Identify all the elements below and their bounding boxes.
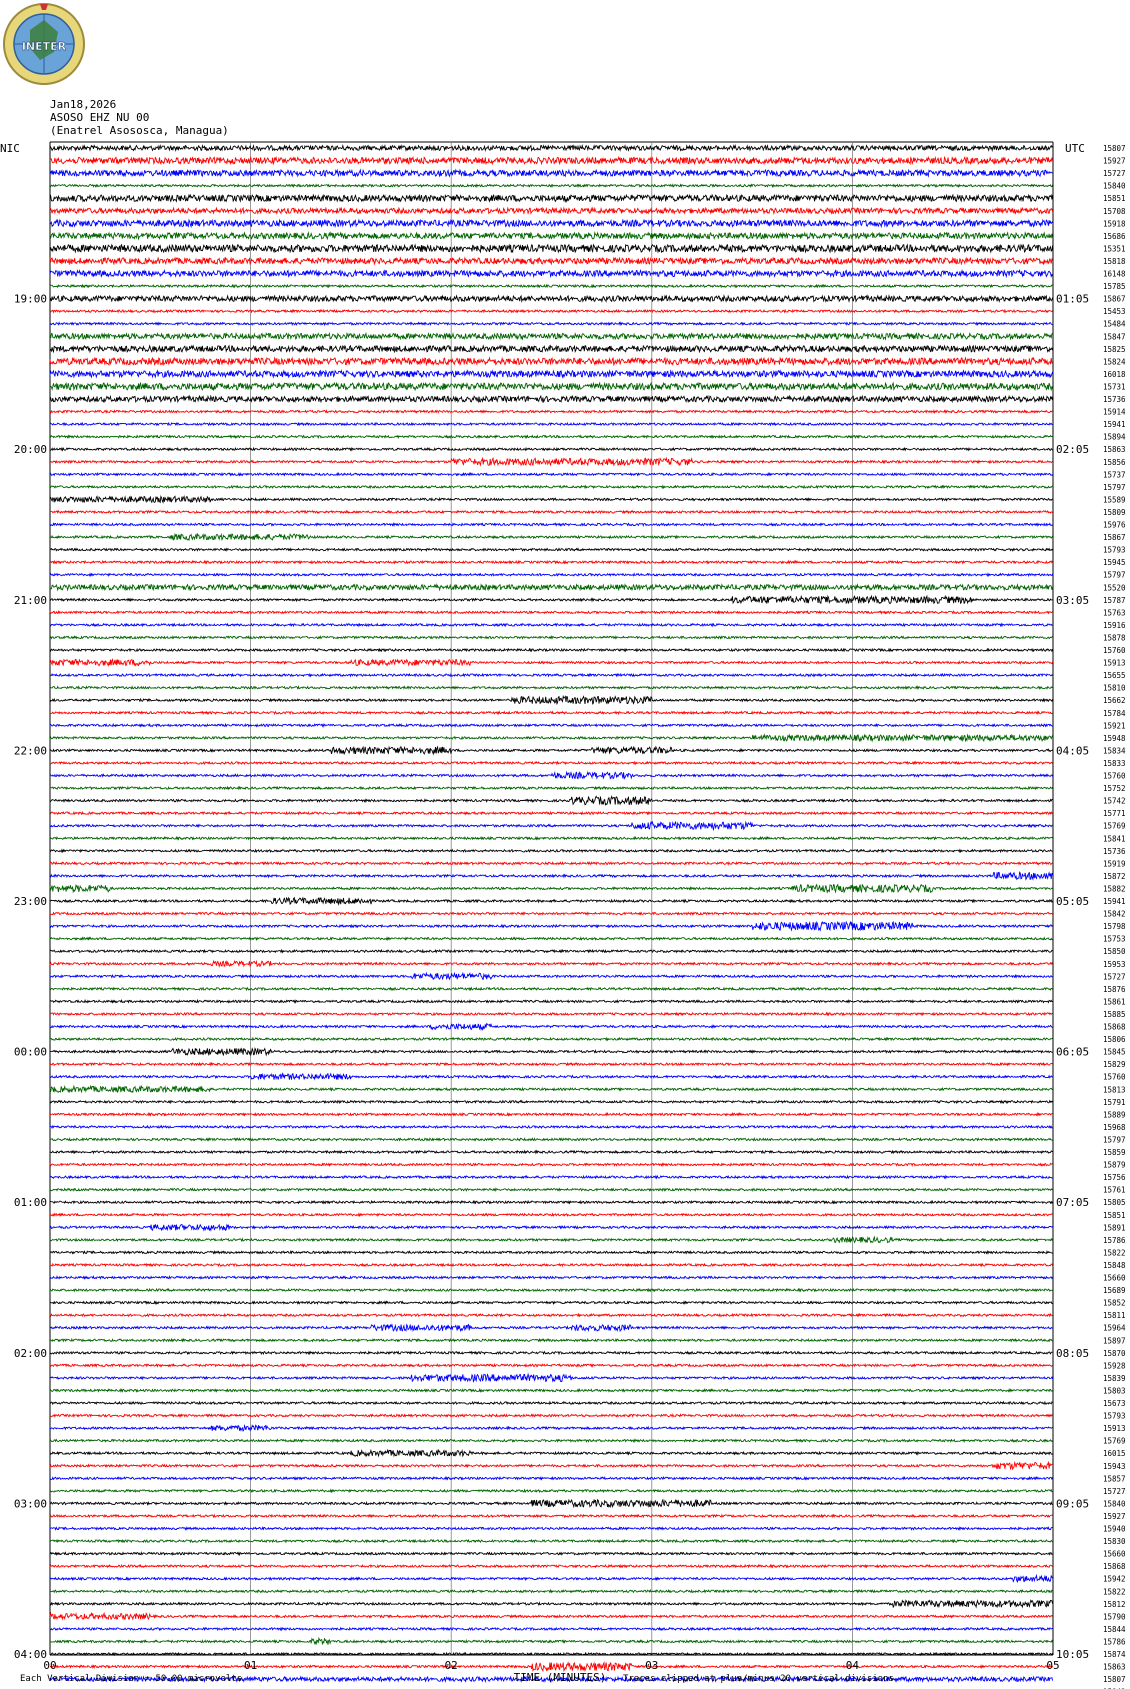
trace-count-label: 15785 — [1103, 282, 1126, 292]
trace-count-label: 15742 — [1103, 796, 1126, 806]
trace-count-label: 15662 — [1103, 696, 1126, 706]
trace-count-label: 15737 — [1103, 470, 1126, 480]
trace-row — [50, 850, 1053, 852]
trace-row — [50, 1527, 1053, 1529]
trace-row — [50, 1425, 1053, 1431]
trace-count-label: 15941 — [1103, 420, 1126, 430]
trace-row — [50, 735, 1053, 741]
trace-count-label: 15790 — [1103, 1612, 1126, 1622]
trace-row — [50, 1151, 1053, 1153]
trace-row — [50, 1600, 1053, 1607]
date-label: Jan18,2026 — [50, 98, 117, 111]
trace-count-label: 15840 — [1103, 1499, 1126, 1509]
trace-row — [50, 1462, 1053, 1469]
trace-count-label: 15760 — [1103, 646, 1126, 655]
trace-row — [50, 1126, 1053, 1128]
trace-row — [50, 1013, 1053, 1015]
x-tick-label: 02 — [444, 1659, 458, 1672]
trace-row — [50, 383, 1053, 390]
trace-count-label: 15845 — [1103, 1047, 1126, 1057]
trace-row — [50, 961, 1053, 966]
trace-count-label: 15830 — [1103, 1537, 1126, 1547]
trace-count-label: 15727 — [1103, 169, 1126, 179]
trace-count-label: 15927 — [1103, 1511, 1126, 1521]
right-hour-label: 06:05 — [1056, 1045, 1090, 1059]
trace-count-label: 15809 — [1103, 507, 1126, 517]
trace-count-label: 15824 — [1103, 357, 1126, 367]
trace-count-label: 15731 — [1103, 382, 1126, 392]
trace-row — [50, 146, 1053, 151]
trace-count-label: 15839 — [1103, 1373, 1126, 1383]
trace-row — [50, 1164, 1053, 1166]
trace-row — [50, 1189, 1053, 1191]
trace-count-label: 15848 — [1103, 1260, 1126, 1270]
trace-row — [50, 1201, 1053, 1203]
trace-count-label: 15660 — [1103, 1273, 1126, 1283]
trace-row — [50, 1576, 1053, 1582]
trace-row — [50, 885, 1053, 893]
trace-row — [50, 1590, 1053, 1592]
trace-count-label: 15928 — [1103, 1361, 1126, 1371]
trace-count-label: 15943 — [1103, 1461, 1126, 1471]
trace-count-label: 15976 — [1103, 520, 1126, 530]
right-hour-label: 09:05 — [1056, 1497, 1090, 1511]
trace-row — [50, 1638, 1053, 1644]
right-hour-label: 02:05 — [1056, 443, 1090, 457]
trace-count-label: 15857 — [1103, 1474, 1126, 1484]
trace-row — [50, 1251, 1053, 1253]
trace-row — [50, 1440, 1053, 1442]
trace-count-label: 15484 — [1103, 319, 1126, 329]
trace-count-label: 15861 — [1103, 997, 1126, 1007]
trace-row — [50, 1224, 1053, 1230]
trace-count-label: 15736 — [1103, 846, 1126, 856]
trace-row — [50, 423, 1053, 425]
trace-count-label: 15867 — [1103, 533, 1126, 543]
trace-count-label: 15919 — [1103, 859, 1126, 869]
trace-row — [50, 1237, 1053, 1243]
trace-row — [50, 346, 1053, 352]
trace-count-label: 16015 — [1103, 1449, 1126, 1459]
trace-count-label: 15805 — [1103, 1198, 1126, 1208]
trace-count-label: 15736 — [1103, 395, 1126, 404]
trace-count-label: 15913 — [1103, 1424, 1126, 1434]
trace-count-label: 15797 — [1103, 1135, 1126, 1145]
trace-row — [50, 271, 1053, 277]
trace-count-label: 15889 — [1103, 1110, 1126, 1120]
trace-count-label: 15948 — [1103, 733, 1126, 743]
trace-row — [50, 636, 1053, 638]
trace-row — [50, 837, 1053, 839]
trace-count-label: 15872 — [1103, 871, 1126, 881]
trace-row — [50, 561, 1053, 563]
trace-row — [50, 458, 1053, 465]
trace-count-label: 15851 — [1103, 194, 1126, 204]
trace-count-label: 15863 — [1103, 1662, 1126, 1672]
trace-row — [50, 812, 1053, 814]
trace-count-label: 15847 — [1103, 332, 1126, 342]
trace-count-label: 15797 — [1103, 570, 1126, 580]
logo-text: INETER — [21, 40, 67, 53]
trace-row — [50, 659, 1053, 665]
left-hour-label: 19:00 — [13, 292, 47, 306]
left-hour-label: 02:00 — [13, 1346, 47, 1360]
trace-count-label: 15882 — [1103, 884, 1126, 894]
trace-count-label: 15953 — [1103, 959, 1126, 969]
right-hour-label: 04:05 — [1056, 744, 1090, 758]
trace-count-label: 15897 — [1103, 1336, 1126, 1346]
trace-row — [50, 1389, 1053, 1391]
trace-row — [50, 649, 1053, 651]
trace-row — [50, 296, 1053, 302]
trace-count-label: 15686 — [1103, 231, 1126, 241]
trace-count-label: 15760 — [1103, 771, 1126, 781]
trace-count-label: 15941 — [1103, 897, 1126, 906]
trace-row — [50, 1113, 1053, 1115]
trace-count-label: 15811 — [1103, 1311, 1126, 1321]
trace-row — [50, 1264, 1053, 1266]
trace-count-label: 15589 — [1103, 495, 1126, 505]
trace-count-label: 15818 — [1103, 256, 1126, 266]
trace-count-label: 15945 — [1103, 558, 1126, 568]
trace-row — [50, 596, 1053, 603]
trace-row — [50, 1364, 1053, 1366]
trace-count-label: 15868 — [1103, 1562, 1126, 1572]
trace-count-label: 15856 — [1103, 457, 1126, 467]
trace-count-label: 15913 — [1103, 658, 1126, 668]
trace-row — [50, 950, 1053, 952]
trace-count-label: 15786 — [1103, 1235, 1126, 1245]
trace-row — [50, 1415, 1053, 1417]
trace-row — [50, 772, 1053, 778]
trace-count-label: 15760 — [1103, 1072, 1126, 1082]
trace-count-label: 15918 — [1103, 219, 1126, 229]
trace-row — [50, 1500, 1053, 1507]
trace-row — [50, 747, 1053, 754]
trace-row — [50, 1490, 1053, 1492]
trace-row — [50, 496, 1053, 502]
trace-row — [50, 1450, 1053, 1456]
trace-count-label: 15803 — [1103, 1386, 1126, 1396]
trace-count-label: 15870 — [1103, 1348, 1126, 1358]
trace-count-label: 15689 — [1103, 1286, 1126, 1296]
trace-count-label: 15942 — [1103, 1574, 1126, 1584]
seismic-traces — [50, 146, 1053, 1689]
trace-row — [50, 310, 1053, 312]
trace-row — [50, 1000, 1053, 1002]
trace-count-label: 15769 — [1103, 1436, 1126, 1446]
left-hour-label: 00:00 — [13, 1045, 47, 1059]
station-label: ASOSO EHZ NU 00 — [50, 111, 150, 124]
trace-count-label: 15927 — [1103, 156, 1126, 166]
trace-row — [50, 473, 1053, 475]
left-hour-label: 04:00 — [13, 1648, 47, 1661]
trace-count-label: 15844 — [1103, 1624, 1126, 1634]
trace-row — [50, 1214, 1053, 1216]
trace-count-label: 15786 — [1103, 1637, 1126, 1647]
trace-row — [50, 1515, 1053, 1517]
right-hour-label: 03:05 — [1056, 593, 1090, 607]
trace-row — [50, 1289, 1053, 1291]
trace-row — [50, 157, 1053, 163]
trace-row — [50, 195, 1053, 201]
trace-row — [50, 697, 1053, 705]
trace-row — [50, 220, 1053, 226]
trace-count-label: 15727 — [1103, 972, 1126, 982]
trace-row — [50, 1477, 1053, 1479]
trace-row — [50, 208, 1053, 213]
trace-row — [50, 1402, 1053, 1404]
trace-row — [50, 436, 1053, 438]
trace-count-label: 15916 — [1103, 620, 1126, 630]
trace-row — [50, 1024, 1053, 1030]
trace-row — [50, 938, 1053, 940]
x-tick-label: 03 — [645, 1659, 659, 1672]
trace-count-label: 15807 — [1103, 144, 1126, 153]
clip-note: Traces clipped at plus/minus 20 vertical divisions — [623, 1674, 894, 1684]
trace-row — [50, 585, 1053, 590]
trace-row — [50, 285, 1053, 287]
trace-row — [50, 371, 1053, 377]
trace-count-label: 15876 — [1103, 984, 1126, 994]
trace-count-label: 15787 — [1103, 595, 1126, 605]
trace-count-label: 15708 — [1103, 206, 1126, 216]
trace-row — [50, 549, 1053, 551]
trace-count-label: 15968 — [1103, 1122, 1126, 1132]
trace-row — [50, 611, 1053, 613]
trace-count-label: 15840 — [1103, 181, 1126, 191]
trace-count-label: 15921 — [1103, 721, 1126, 731]
trace-count-label: 15841 — [1103, 834, 1126, 844]
trace-row — [50, 724, 1053, 726]
trace-row — [50, 1352, 1053, 1354]
trace-count-label: 15673 — [1103, 1399, 1126, 1408]
trace-count-label: 15878 — [1103, 633, 1126, 643]
left-hour-label: 23:00 — [13, 895, 47, 908]
trace-row — [50, 988, 1053, 990]
trace-count-label: 15806 — [1103, 1035, 1126, 1045]
trace-row — [50, 334, 1053, 340]
trace-count-label: 15940 — [1103, 1524, 1126, 1534]
trace-row — [50, 872, 1053, 879]
trace-row — [50, 1086, 1053, 1092]
right-hour-label: 10:05 — [1056, 1648, 1090, 1661]
trace-row — [50, 396, 1053, 402]
left-hour-label: 21:00 — [13, 593, 47, 607]
trace-count-label: 15842 — [1103, 909, 1126, 919]
trace-row — [50, 1663, 1053, 1671]
trace-row — [50, 674, 1053, 676]
trace-count-label: 15797 — [1103, 482, 1126, 492]
trace-count-label: 15885 — [1103, 1009, 1126, 1019]
trace-count-label: 15867 — [1103, 294, 1126, 304]
trace-count-label: 15351 — [1103, 244, 1126, 254]
trace-count-label: 15812 — [1103, 1599, 1126, 1609]
trace-count-label: 15798 — [1103, 922, 1126, 932]
trace-row — [50, 1048, 1053, 1055]
trace-count-label: 15807 — [1103, 1675, 1126, 1685]
trace-count-label: 15834 — [1103, 746, 1126, 756]
trace-count-label: 15756 — [1103, 1173, 1126, 1183]
trace-row — [50, 1176, 1053, 1178]
trace-row — [50, 358, 1053, 365]
trace-row — [50, 233, 1053, 239]
trace-row — [50, 822, 1053, 830]
trace-count-label: 15655 — [1103, 671, 1126, 681]
trace-row — [50, 185, 1053, 187]
right-hour-label: 07:05 — [1056, 1196, 1090, 1210]
x-tick-label: 04 — [845, 1659, 860, 1672]
trace-count-label: 15453 — [1103, 307, 1126, 317]
trace-row — [50, 1314, 1053, 1316]
scale-note: Each Vertical Division = 50.00 microvolts — [20, 1674, 243, 1684]
trace-count-label: 15868 — [1103, 1022, 1126, 1032]
trace-row — [50, 1063, 1053, 1065]
x-tick-label: 01 — [243, 1659, 258, 1672]
trace-count-label: 15850 — [1103, 947, 1126, 957]
trace-row — [50, 898, 1053, 904]
trace-row — [50, 1101, 1053, 1103]
trace-row — [50, 574, 1053, 576]
trace-row — [50, 796, 1053, 804]
trace-row — [50, 1553, 1053, 1555]
trace-row — [50, 258, 1053, 264]
trace-row — [50, 486, 1053, 488]
trace-count-label: 16018 — [1103, 369, 1126, 379]
left-hour-label: 20:00 — [13, 443, 47, 457]
left-hour-label: 01:00 — [13, 1196, 47, 1210]
trace-count-label: 15813 — [1103, 1085, 1126, 1095]
trace-row — [50, 448, 1053, 450]
trace-count-label: 15793 — [1103, 1411, 1126, 1421]
trace-row — [50, 1138, 1053, 1140]
trace-count-label: 15964 — [1103, 1323, 1126, 1333]
trace-row — [50, 523, 1053, 525]
trace-count-label: 15859 — [1103, 1148, 1126, 1157]
trace-count-label: 15784 — [1103, 708, 1126, 718]
trace-count-label: 15771 — [1103, 809, 1126, 819]
trace-row — [50, 1628, 1053, 1630]
left-hour-label: 22:00 — [13, 744, 47, 758]
trace-count-label: 15763 — [1103, 608, 1126, 618]
trace-row — [50, 624, 1053, 626]
trace-row — [50, 323, 1053, 325]
left-hour-label: 03:00 — [13, 1497, 47, 1511]
trace-row — [50, 922, 1053, 930]
trace-row — [50, 862, 1053, 864]
trace-count-label: 15761 — [1103, 1185, 1126, 1195]
left-axis-title: NIC — [0, 142, 20, 155]
trace-count-label: 15660 — [1103, 1549, 1126, 1559]
trace-row — [50, 1325, 1053, 1331]
trace-count-label: 15852 — [1103, 1298, 1126, 1308]
trace-row — [50, 1074, 1053, 1080]
trace-count-label: 15879 — [1103, 1160, 1126, 1170]
trace-count-label: 15851 — [1103, 1210, 1126, 1220]
trace-count-label: 15822 — [1103, 1587, 1126, 1597]
trace-row — [50, 245, 1053, 252]
trace-row — [50, 411, 1053, 413]
x-tick-label: 05 — [1046, 1659, 1060, 1672]
right-hour-label: 05:05 — [1056, 895, 1090, 908]
trace-row — [50, 534, 1053, 540]
right-hour-label: 08:05 — [1056, 1346, 1090, 1360]
trace-row — [50, 1302, 1053, 1304]
trace-count-label: 15793 — [1103, 545, 1126, 555]
trace-count-label: 15914 — [1103, 407, 1126, 417]
trace-row — [50, 1565, 1053, 1567]
trace-count-label: 15727 — [1103, 1486, 1126, 1496]
trace-row — [50, 913, 1053, 915]
trace-row — [50, 1339, 1053, 1341]
right-axis-title: UTC — [1065, 142, 1085, 155]
trace-row — [50, 170, 1053, 176]
trace-count-label: 15829 — [1103, 1060, 1126, 1070]
trace-row — [50, 787, 1053, 789]
trace-row — [50, 687, 1053, 689]
trace-count-label: 15753 — [1103, 934, 1126, 944]
trace-row — [50, 762, 1053, 764]
trace-count-label: 15863 — [1103, 445, 1126, 455]
x-axis-title: TIME (MINUTES) — [513, 1671, 607, 1684]
trace-count-label: 15769 — [1103, 821, 1126, 831]
trace-row — [50, 712, 1053, 714]
trace-row — [50, 1038, 1053, 1040]
trace-row — [50, 973, 1053, 979]
trace-row — [50, 1374, 1053, 1381]
location-label: (Enatrel Asososca, Managua) — [50, 124, 229, 137]
trace-row — [50, 511, 1053, 513]
x-tick-label: 00 — [43, 1659, 57, 1672]
trace-count-label: 15894 — [1103, 432, 1126, 442]
trace-row — [50, 1540, 1053, 1542]
trace-count-label: 15520 — [1103, 583, 1126, 593]
trace-row — [50, 1613, 1053, 1619]
trace-count-label: 15791 — [1103, 1097, 1126, 1107]
trace-count-label: 15825 — [1103, 344, 1126, 354]
trace-row — [50, 1276, 1053, 1278]
trace-count-label: 16148 — [1103, 269, 1126, 279]
trace-count-label: 15810 — [1103, 683, 1126, 693]
trace-count-label: 15752 — [1103, 784, 1126, 794]
trace-count-label: 15833 — [1103, 758, 1126, 768]
right-hour-label: 01:05 — [1056, 292, 1090, 306]
trace-count-label: 15874 — [1103, 1650, 1126, 1659]
trace-count-label: 15891 — [1103, 1223, 1126, 1233]
trace-count-label: 15822 — [1103, 1248, 1126, 1258]
